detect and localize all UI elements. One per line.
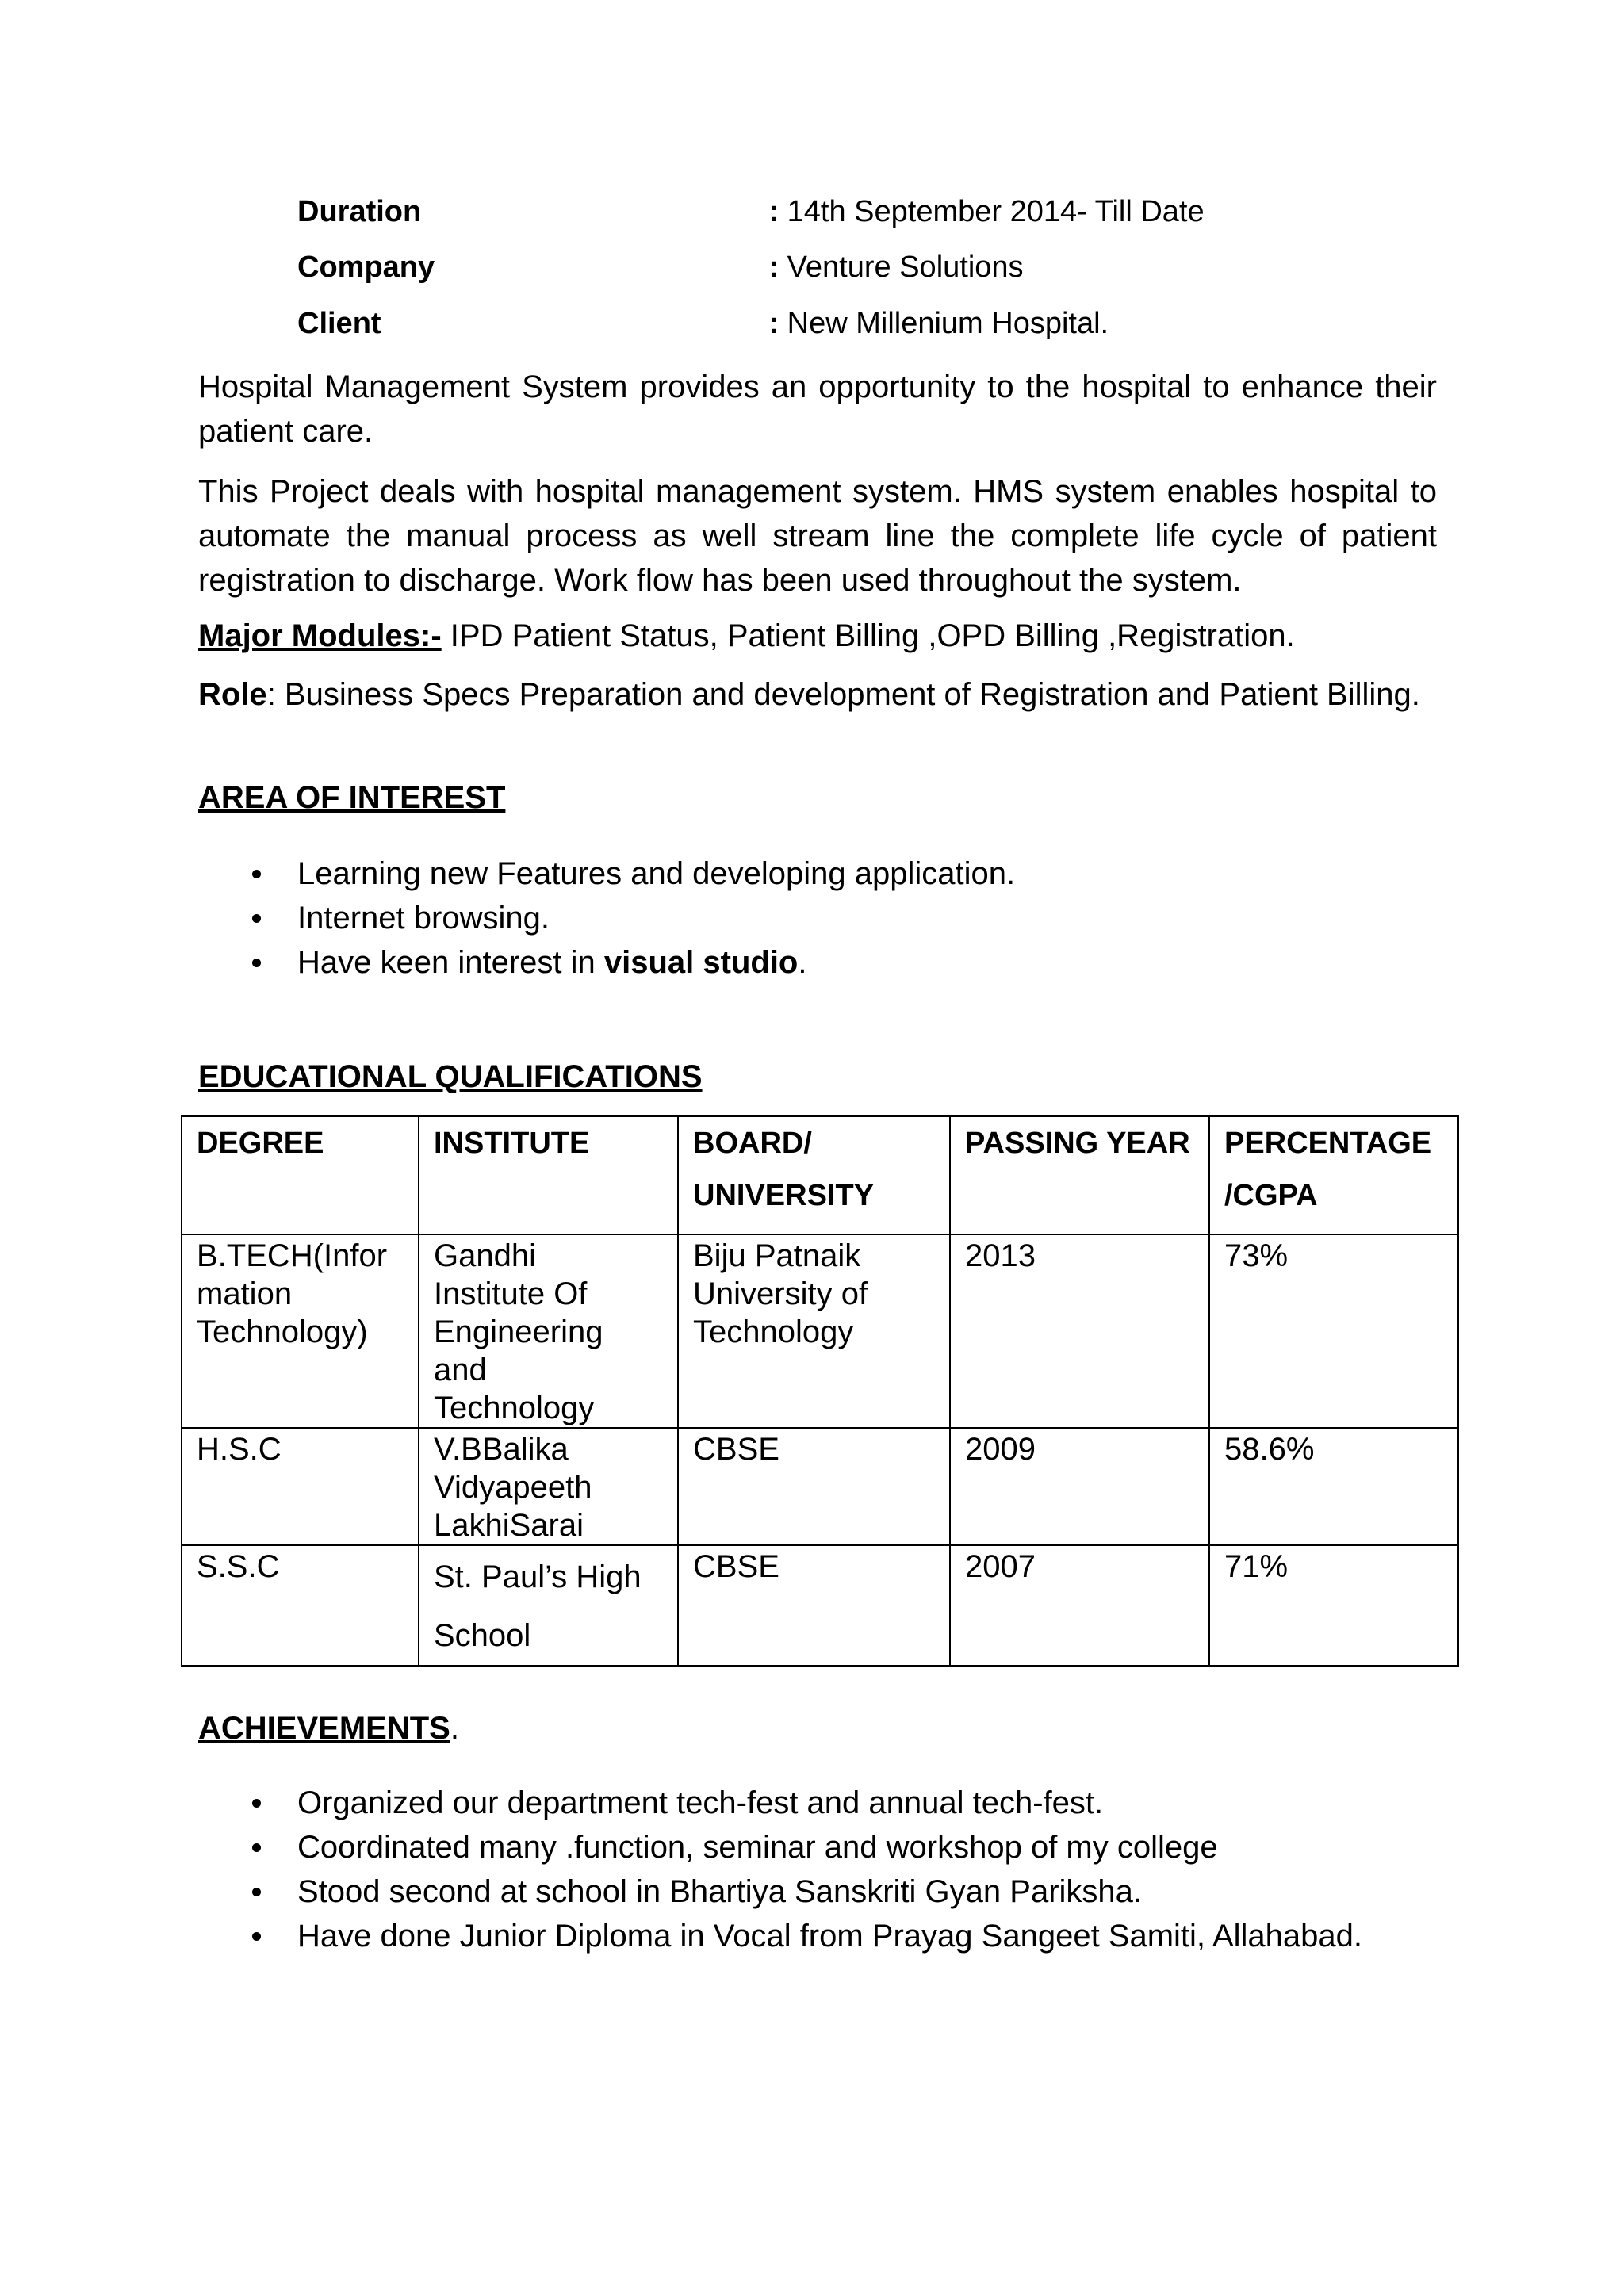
achievements-heading-line <box>198 1709 459 1747</box>
table-header-row <box>182 1116 1458 1234</box>
bullet-icon <box>252 1843 261 1852</box>
role-line <box>198 672 1437 717</box>
major-modules-label: Major Modules:- <box>198 618 442 653</box>
bullet-icon <box>252 870 261 878</box>
header-board <box>678 1116 950 1234</box>
header-board-line1: BOARD/ <box>693 1127 812 1160</box>
cell-institute <box>419 1234 678 1428</box>
client-label: Client <box>297 307 381 340</box>
cell-year: 2009 <box>950 1428 1209 1545</box>
cell-board-line: University of <box>693 1276 868 1311</box>
company-colon: : <box>769 251 779 284</box>
interest-item-bold: visual studio <box>603 945 799 980</box>
list-item <box>198 1781 1362 1825</box>
client-text: New Millenium Hospital. <box>787 307 1109 340</box>
achievement-item-text: Have done Junior Diploma in Vocal from Prayag Sangeet Samiti, Allahabad. <box>297 1919 1362 1954</box>
company-value <box>769 250 1024 285</box>
header-percentage <box>1209 1116 1458 1234</box>
duration-colon: : <box>769 195 779 228</box>
cell-board: CBSE <box>678 1545 950 1666</box>
cell-institute-line: Gandhi <box>434 1238 536 1273</box>
duration-value <box>769 194 1205 229</box>
cell-year: 2013 <box>950 1234 1209 1428</box>
major-modules-value: IPD Patient Status, Patient Billing ,OPD Billing ,Registration. <box>441 618 1295 653</box>
cell-degree-line: Technology) <box>197 1314 368 1349</box>
education-table <box>181 1115 1459 1667</box>
cell-institute-line: St. Paul’s High <box>434 1559 642 1594</box>
cell-degree-line: mation <box>197 1276 293 1311</box>
header-pct-line2: /CGPA <box>1224 1179 1318 1212</box>
cell-institute-line: Institute Of <box>434 1276 588 1311</box>
cell-board-line: Technology <box>693 1314 854 1349</box>
project-description-paragraph: This Project deals with hospital management system. HMS system enables hospital to automate the manual process as well stream line the complete life cycle of patient registration to discharge. Work flow has been used throughout the system. <box>198 474 1437 598</box>
cell-degree-line: B.TECH(Infor <box>197 1238 388 1273</box>
cell-degree: H.S.C <box>182 1428 419 1545</box>
cell-board: CBSE <box>678 1428 950 1545</box>
list-item <box>198 1914 1362 1958</box>
header-board-line2: UNIVERSITY <box>693 1179 875 1212</box>
interest-item-text: Learning new Features and developing application. <box>297 856 1016 891</box>
cell-institute-line: School <box>434 1618 531 1653</box>
cell-board-line: Biju Patnaik <box>693 1238 861 1273</box>
bullet-icon <box>252 1888 261 1896</box>
header-degree: DEGREE <box>182 1116 419 1234</box>
cell-degree: S.S.C <box>182 1545 419 1666</box>
achievement-item-text: Stood second at school in Bhartiya Sanskriti Gyan Pariksha. <box>297 1874 1142 1909</box>
table-row <box>182 1234 1458 1428</box>
cell-institute <box>419 1428 678 1545</box>
cell-board <box>678 1234 950 1428</box>
cell-institute-line: LakhiSarai <box>434 1508 584 1543</box>
list-item <box>198 1869 1362 1914</box>
duration-label: Duration <box>297 195 422 228</box>
bullet-icon <box>252 914 261 923</box>
list-item <box>198 896 1015 940</box>
client-value <box>769 306 1109 341</box>
duration-text: 14th September 2014- Till Date <box>787 195 1205 228</box>
table-row <box>182 1428 1458 1545</box>
achievements-heading-suffix: . <box>450 1711 459 1746</box>
cell-institute-line: and <box>434 1353 487 1387</box>
client-colon: : <box>769 307 779 340</box>
company-label: Company <box>297 251 435 284</box>
achievement-item-text: Organized our department tech-fest and annual tech-fest. <box>297 1785 1104 1820</box>
company-text: Venture Solutions <box>787 251 1024 284</box>
major-modules-line <box>198 614 1437 658</box>
table-row <box>182 1545 1458 1666</box>
cell-institute <box>419 1545 678 1666</box>
cell-institute-line: V.BBalika <box>434 1432 569 1467</box>
role-label: Role <box>198 677 267 712</box>
list-item <box>198 851 1015 896</box>
role-value: : Business Specs Preparation and development of Registration and Patient Billing. <box>266 677 1420 712</box>
bullet-icon <box>252 1799 261 1808</box>
educational-qualifications-heading: EDUCATIONAL QUALIFICATIONS <box>198 1059 703 1094</box>
project-intro-paragraph: Hospital Management System provides an opportunity to the hospital to enhance their patient care. <box>198 369 1437 449</box>
header-institute: INSTITUTE <box>419 1116 678 1234</box>
cell-institute-line: Technology <box>434 1391 595 1425</box>
bullet-icon <box>252 959 261 967</box>
area-of-interest-heading: AREA OF INTEREST <box>198 780 506 815</box>
cell-percentage: 73% <box>1209 1234 1458 1428</box>
interest-item-text: Internet browsing. <box>297 901 550 936</box>
cell-institute-line: Engineering <box>434 1314 603 1349</box>
cell-degree <box>182 1234 419 1428</box>
achievements-list <box>198 1781 1362 1958</box>
interest-item-suffix: . <box>798 945 807 980</box>
cell-year: 2007 <box>950 1545 1209 1666</box>
bullet-icon <box>252 1932 261 1941</box>
list-item <box>198 1825 1362 1869</box>
interest-item-prefix: Have keen interest in <box>297 945 604 980</box>
achievements-heading: ACHIEVEMENTS <box>198 1711 450 1746</box>
list-item <box>198 940 1015 985</box>
achievement-item-text: Coordinated many .function, seminar and workshop of my college <box>297 1830 1218 1865</box>
cell-institute-line: Vidyapeeth <box>434 1470 592 1505</box>
cell-percentage: 71% <box>1209 1545 1458 1666</box>
cell-percentage: 58.6% <box>1209 1428 1458 1545</box>
interest-list <box>198 851 1015 985</box>
header-passing-year: PASSING YEAR <box>950 1116 1209 1234</box>
header-pct-line1: PERCENTAGE <box>1224 1127 1432 1160</box>
